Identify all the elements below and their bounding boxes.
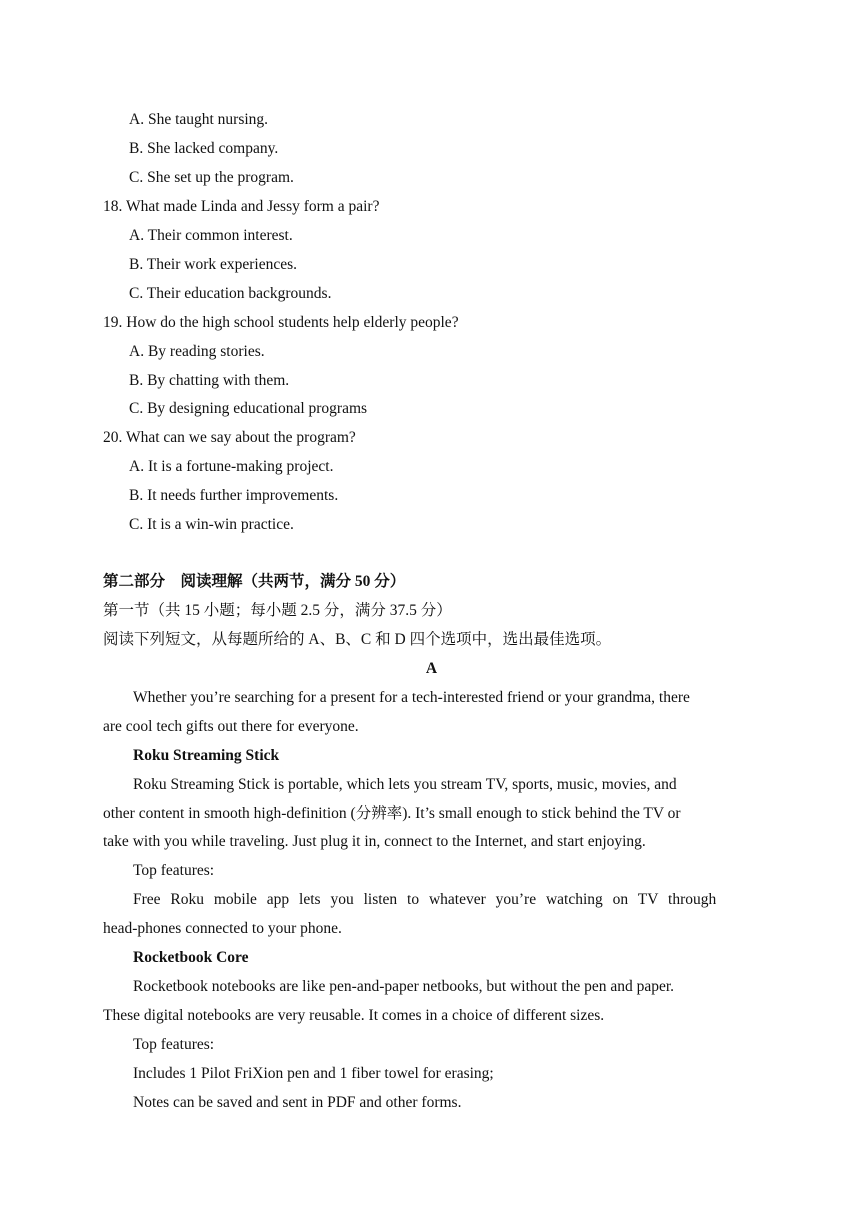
q17-option-c: C. She set up the program. xyxy=(129,169,294,186)
product2-desc-line-1: Rocketbook notebooks are like pen-and-paper netbooks, but without the pen and paper. xyxy=(133,978,675,995)
product2-feature-line-1: Includes 1 Pilot FriXion pen and 1 fiber towel for erasing; xyxy=(133,1065,494,1082)
q19-option-c: C. By designing educational programs xyxy=(129,400,368,417)
product1-desc-line-2: other content in smooth high-definition (分辨率). It’s small enough to stick behind the TV or xyxy=(103,805,681,822)
product1-feature-line-2: head-phones connected to your phone. xyxy=(103,920,342,937)
product1-desc-line-1: Roku Streaming Stick is portable, which lets you stream TV, sports, music, movies, and xyxy=(133,776,677,793)
part2-heading: 第二部分 阅读理解（共两节，满分 50 分） xyxy=(103,573,406,590)
q20-option-a: A. It is a fortune-making project. xyxy=(129,458,334,475)
product2-desc-line-2: These digital notebooks are very reusable. It comes in a choice of different sizes. xyxy=(103,1007,605,1024)
q17-option-b: B. She lacked company. xyxy=(129,140,279,157)
q18-question: 18. What made Linda and Jessy form a pair? xyxy=(103,198,380,215)
q20-option-b: B. It needs further improvements. xyxy=(129,487,339,504)
product2-feature-line-2: Notes can be saved and sent in PDF and other forms. xyxy=(133,1094,462,1111)
q20-question: 20. What can we say about the program? xyxy=(103,429,356,446)
q18-option-a: A. Their common interest. xyxy=(129,227,293,244)
q18-option-c: C. Their education backgrounds. xyxy=(129,285,332,302)
q19-question: 19. How do the high school students help elderly people? xyxy=(103,314,459,331)
product1-name: Roku Streaming Stick xyxy=(133,747,280,764)
q20-option-c: C. It is a win-win practice. xyxy=(129,516,294,533)
product1-feature-line-1: Free Roku mobile app lets you listen to whatever you’re watching on TV through xyxy=(133,891,717,908)
product2-name: Rocketbook Core xyxy=(133,949,249,966)
q19-option-b: B. By chatting with them. xyxy=(129,372,290,389)
q18-option-b: B. Their work experiences. xyxy=(129,256,298,273)
q19-option-a: A. By reading stories. xyxy=(129,343,265,360)
q17-option-a: A. She taught nursing. xyxy=(129,111,269,128)
intro-line-1: Whether you’re searching for a present for a tech-interested friend or your grandma, there xyxy=(133,689,690,706)
product1-desc-line-3: take with you while traveling. Just plug it in, connect to the Internet, and start enjoying. xyxy=(103,833,646,850)
intro-line-2: are cool tech gifts out there for everyone. xyxy=(103,718,359,735)
section1-heading: 第一节（共 15 小题；每小题 2.5 分，满分 37.5 分） xyxy=(103,602,452,619)
reading-instruction: 阅读下列短文，从每题所给的 A、B、C 和 D 四个选项中，选出最佳选项。 xyxy=(103,631,612,648)
product1-features-label: Top features: xyxy=(133,862,215,879)
product2-features-label: Top features: xyxy=(133,1036,215,1053)
passage-letter: A xyxy=(425,660,438,677)
